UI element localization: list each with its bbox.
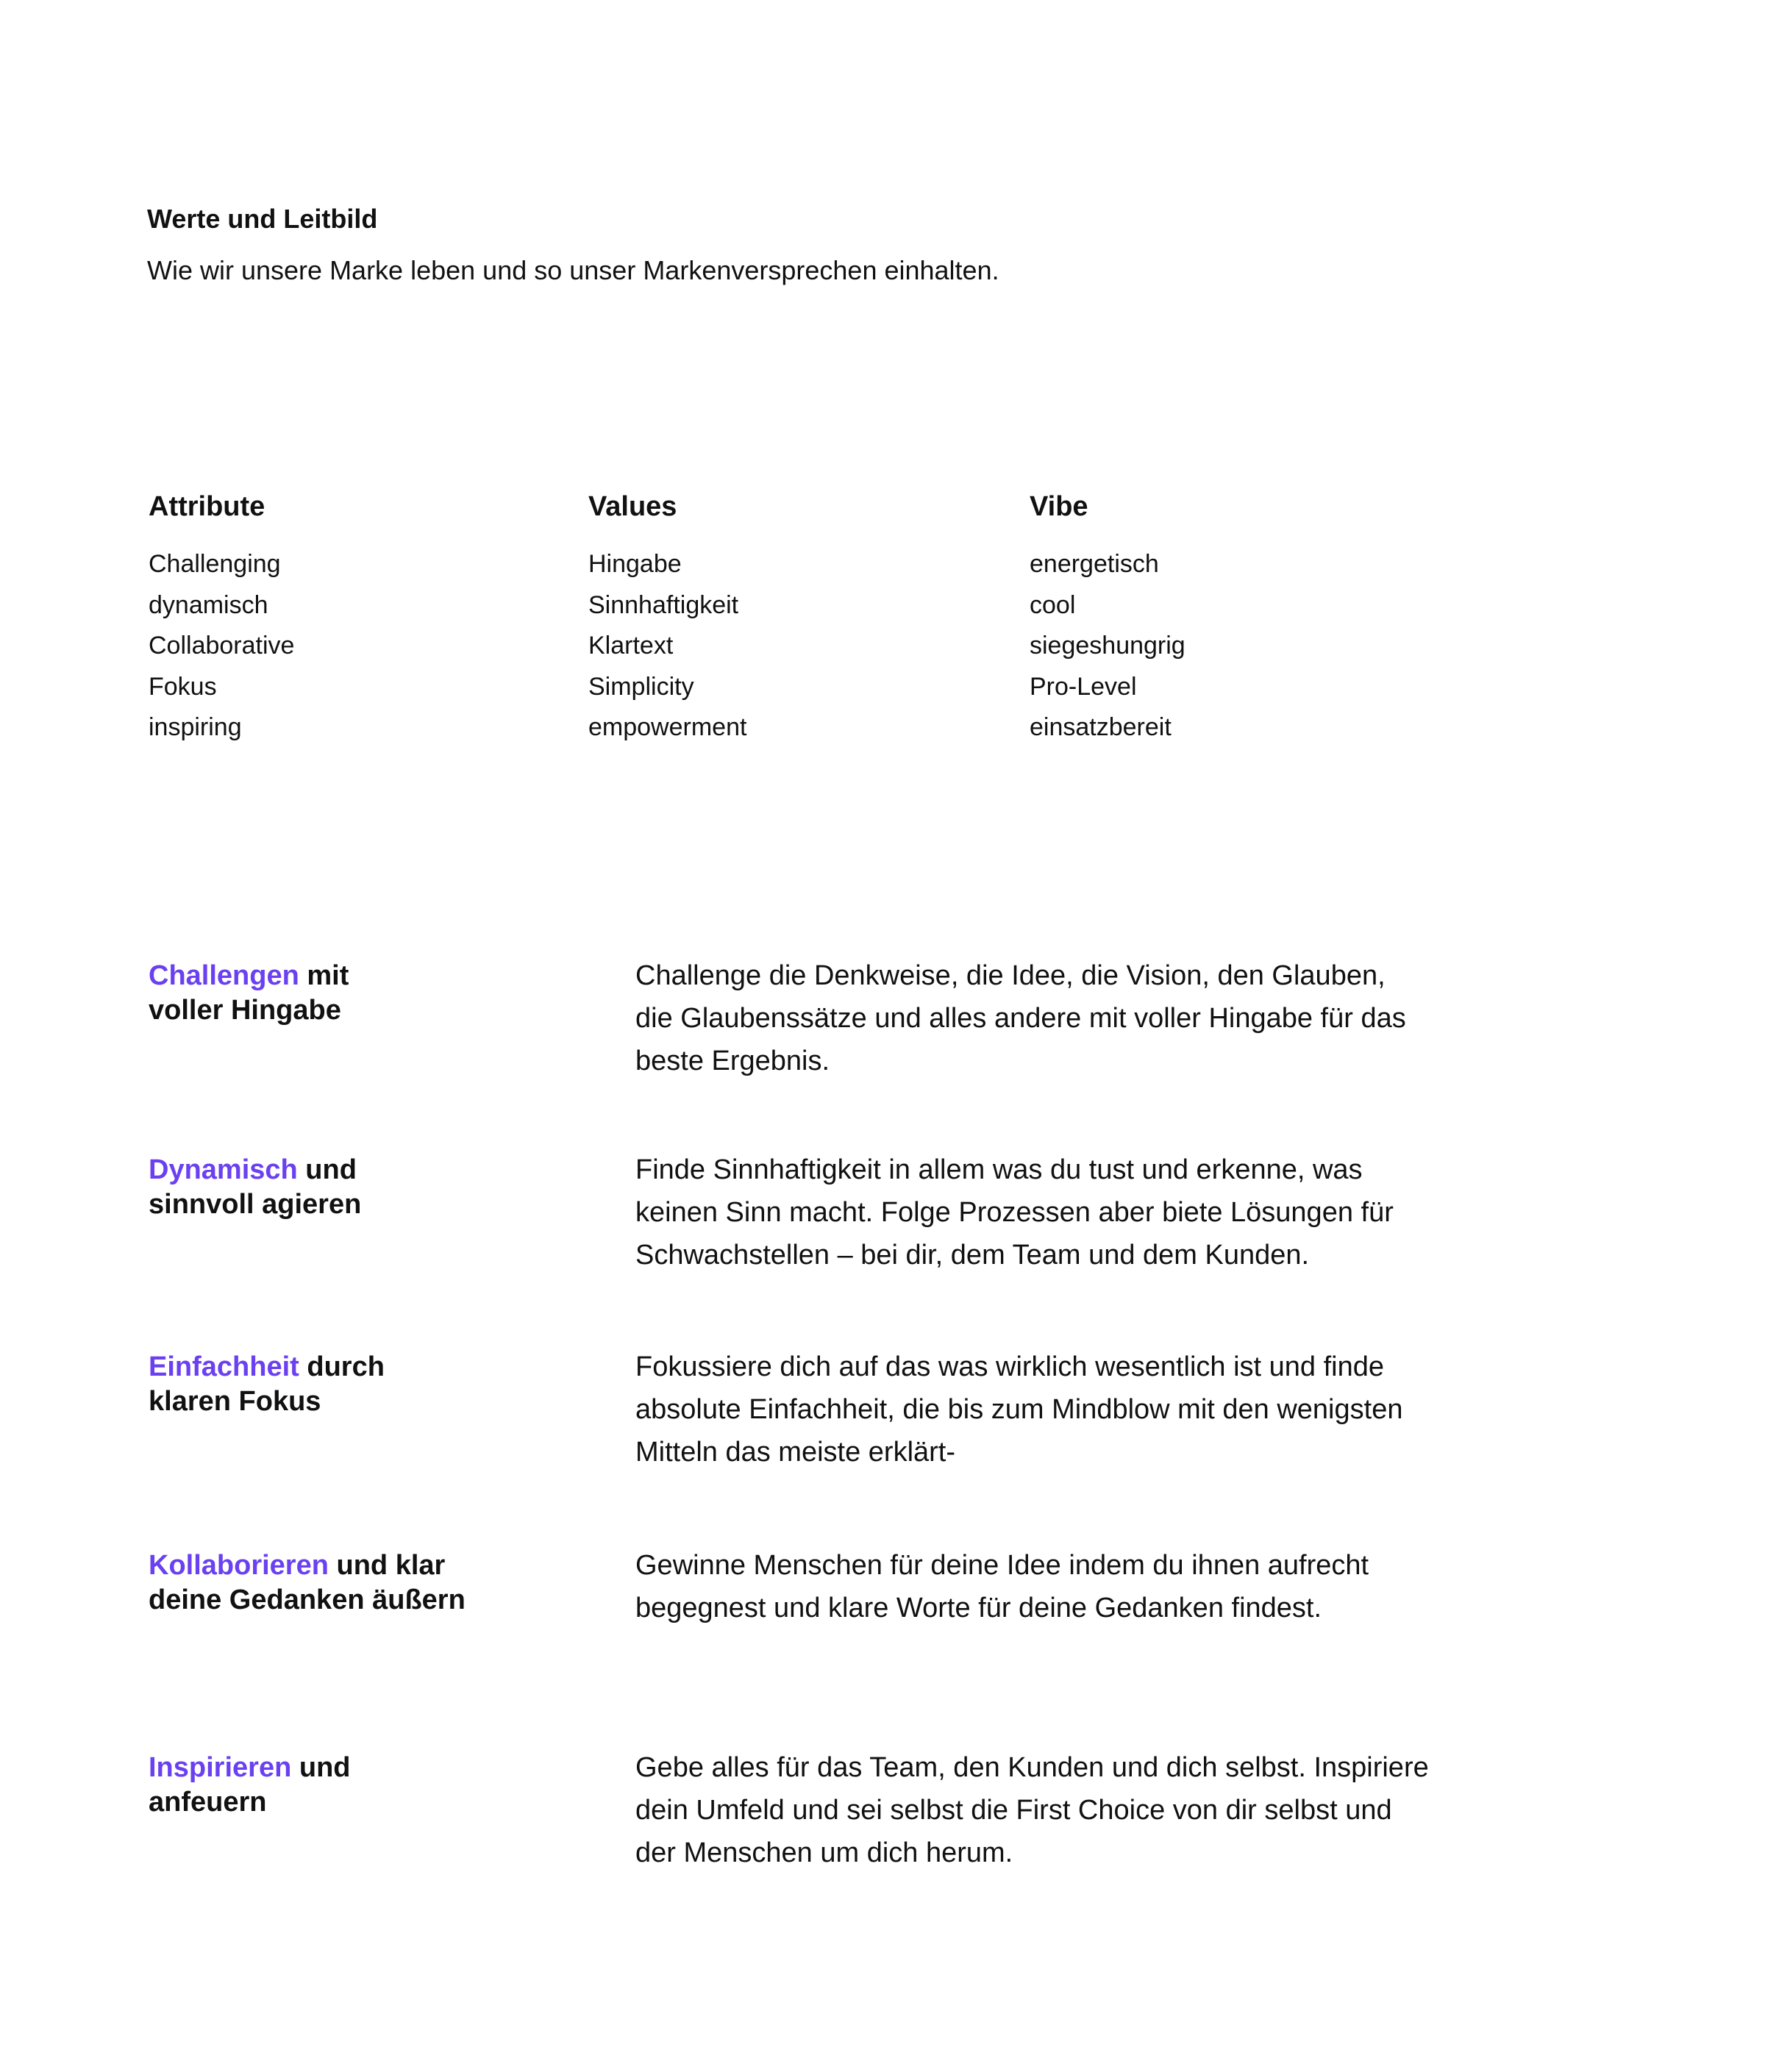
principle-heading [149,1153,531,1222]
principle-description: Fokussiere dich auf das was wirklich wesentlich ist und finde absolute Einfachheit, die bis zum Mindblow mit den wenigsten Mitteln das meiste erklärt- [635,1351,1403,1468]
vibe-list [1030,544,1441,749]
principle-description: Gebe alles für das Team, den Kunden und dich selbst. Inspiriere dein Umfeld und sei selbst die First Choice von dir selbst und der Menschen um dich herum. [635,1752,1429,1868]
principle-heading-rest: durch [299,1351,385,1382]
values-heading: Values [588,491,677,522]
principle-heading-line2: sinnvoll agieren [149,1189,362,1220]
list-item: Sinnhaftigkeit [588,590,739,619]
list-item: cool [1030,590,1076,619]
principle-heading-line2: voller Hingabe [149,995,341,1026]
principle-heading [149,1350,531,1419]
vibe-column [1030,488,1441,749]
list-item: Simplicity [588,672,694,701]
values-list [588,544,1000,749]
principle-heading [149,1548,531,1618]
list-item: dynamisch [149,590,268,619]
principle-description: Gewinne Menschen für deine Idee indem du ihnen aufrecht begegnest und klare Worte für deine Gedanken findest. [635,1550,1369,1623]
list-item: empowerment [588,713,747,741]
principle-heading-rest: und [291,1752,351,1783]
principle-heading-rest: und [297,1154,357,1185]
principle-accent-word: Inspirieren [149,1752,292,1783]
principle-heading [149,959,531,1028]
attribute-column [149,488,560,749]
list-item: Pro-Level [1030,672,1137,701]
principle-heading-line2: anfeuern [149,1787,267,1818]
list-item: energetisch [1030,550,1159,578]
list-item: Collaborative [149,632,295,660]
list-item: einsatzbereit [1030,713,1172,741]
principle-description: Challenge die Denkweise, die Idee, die Vision, den Glauben, die Glaubenssätze und alles andere mit voller Hingabe für das beste Ergebnis. [635,960,1406,1076]
principle-description: Finde Sinnhaftigkeit in allem was du tust und erkenne, was keinen Sinn macht. Folge Prozessen aber biete Lösungen für Schwachstellen – bei dir, dem Team und dem Kunden. [635,1154,1394,1271]
list-item: Hingabe [588,550,682,578]
principle-heading-rest: und klar [328,1550,446,1581]
values-column [588,488,1000,749]
principle-heading [149,1751,531,1820]
list-item: inspiring [149,713,242,741]
list-item: siegeshungrig [1030,632,1185,660]
principle-heading-rest: mit [299,960,349,991]
list-item: Klartext [588,632,674,660]
principle-heading-line2: klaren Fokus [149,1386,321,1417]
principle-accent-word: Kollaborieren [149,1550,329,1581]
page-subtitle: Wie wir unsere Marke leben und so unser Markenversprechen einhalten. [147,255,999,285]
principle-accent-word: Challengen [149,960,299,991]
principle-heading-line2: deine Gedanken äußern [149,1585,466,1615]
principle-accent-word: Dynamisch [149,1154,298,1185]
principle-accent-word: Einfachheit [149,1351,299,1382]
list-item: Fokus [149,672,217,701]
list-item: Challenging [149,550,281,578]
attribute-list [149,544,560,749]
attribute-heading: Attribute [149,491,265,522]
vibe-heading: Vibe [1030,491,1088,522]
page-title: Werte und Leitbild [147,204,378,234]
